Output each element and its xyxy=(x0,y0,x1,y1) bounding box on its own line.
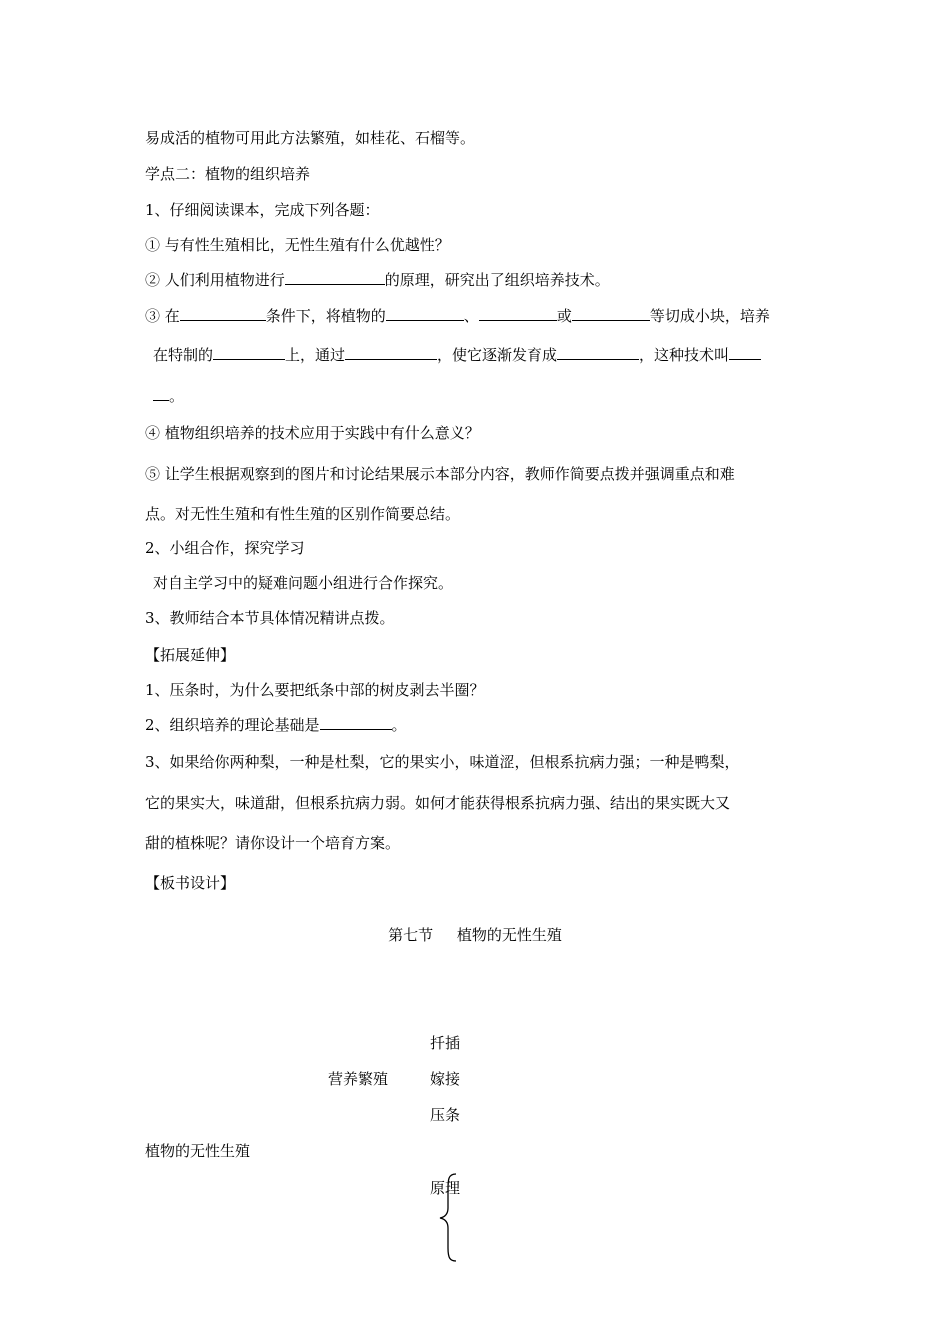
text-segment: 、 xyxy=(463,307,479,325)
board-branch: 营养繁殖 xyxy=(328,1070,389,1088)
answer-blank[interactable] xyxy=(213,345,285,360)
text-segment: 。 xyxy=(169,387,185,405)
answer-blank[interactable] xyxy=(729,345,761,360)
fill-in-line xyxy=(153,345,761,365)
answer-blank[interactable] xyxy=(572,306,650,321)
text-line: 点。对无性生殖和有性生殖的区别作简要总结。 xyxy=(145,505,461,523)
board-item: 嫁接 xyxy=(430,1070,461,1088)
fill-in-line xyxy=(145,270,610,290)
fill-in-line xyxy=(153,386,184,406)
text-line: 对自主学习中的疑难问题小组进行合作探究。 xyxy=(153,574,454,592)
text-line: ⑤ 让学生根据观察到的图片和讨论结果展示本部分内容，教师作简要点拨并强调重点和难 xyxy=(145,465,735,483)
section-heading: 学点二：植物的组织培养 xyxy=(145,165,311,183)
text-line: 易成活的植物可用此方法繁殖，如桂花、石榴等。 xyxy=(145,129,476,147)
text-segment: 。 xyxy=(391,716,407,734)
text-segment: 或 xyxy=(556,307,572,325)
text-line: 3、教师结合本节具体情况精讲点拨。 xyxy=(145,609,395,627)
section-heading: 【板书设计】 xyxy=(145,874,236,892)
text-segment: 的原理，研究出了组织培养技术。 xyxy=(384,271,610,289)
text-segment: 条件下，将植物的 xyxy=(265,307,386,325)
text-segment: 在特制的 xyxy=(153,346,214,364)
answer-blank[interactable] xyxy=(557,345,639,360)
section-heading: 【拓展延伸】 xyxy=(145,646,236,664)
text-segment: ② 人们利用植物进行 xyxy=(145,271,285,289)
text-line: 甜的植株呢？请你设计一个培育方案。 xyxy=(145,834,401,852)
question-line: 1、压条时，为什么要把纸条中部的树皮剥去半圈？ xyxy=(145,681,485,699)
question-line: ① 与有性生殖相比，无性生殖有什么优越性？ xyxy=(145,236,450,254)
answer-blank[interactable] xyxy=(479,306,557,321)
text-segment: 等切成小块，培养 xyxy=(649,307,770,325)
board-item: 压条 xyxy=(430,1106,461,1124)
answer-blank[interactable] xyxy=(320,715,392,730)
text-segment: 2、组织培养的理论基础是 xyxy=(145,716,320,734)
text-segment: 上，通过 xyxy=(285,346,346,364)
board-title: 第七节 植物的无性生殖 xyxy=(388,926,562,944)
text-segment: ③ 在 xyxy=(145,307,180,325)
answer-blank[interactable] xyxy=(180,306,266,321)
curly-brace-icon xyxy=(436,1172,460,1264)
board-item: 扦插 xyxy=(430,1034,461,1052)
question-line: ④ 植物组织培养的技术应用于实践中有什么意义？ xyxy=(145,424,480,442)
text-segment: ，这种技术叫 xyxy=(639,346,730,364)
question-line: 3、如果给你两种梨，一种是杜梨，它的果实小，味道涩，但根系抗病力强；一种是鸭梨， xyxy=(145,753,740,771)
fill-in-line xyxy=(145,306,770,326)
fill-in-line xyxy=(145,715,407,735)
text-line: 1、仔细阅读课本，完成下列各题： xyxy=(145,201,380,219)
answer-blank[interactable] xyxy=(153,386,169,401)
text-segment: ，使它逐渐发育成 xyxy=(437,346,558,364)
board-root: 植物的无性生殖 xyxy=(145,1142,251,1160)
text-line: 它的果实大，味道甜，但根系抗病力弱。如何才能获得根系抗病力强、结出的果实既大又 xyxy=(145,794,731,812)
answer-blank[interactable] xyxy=(285,270,385,285)
answer-blank[interactable] xyxy=(386,306,464,321)
answer-blank[interactable] xyxy=(345,345,437,360)
text-line: 2、小组合作，探究学习 xyxy=(145,539,305,557)
board-principle: 原理 xyxy=(430,1179,461,1197)
